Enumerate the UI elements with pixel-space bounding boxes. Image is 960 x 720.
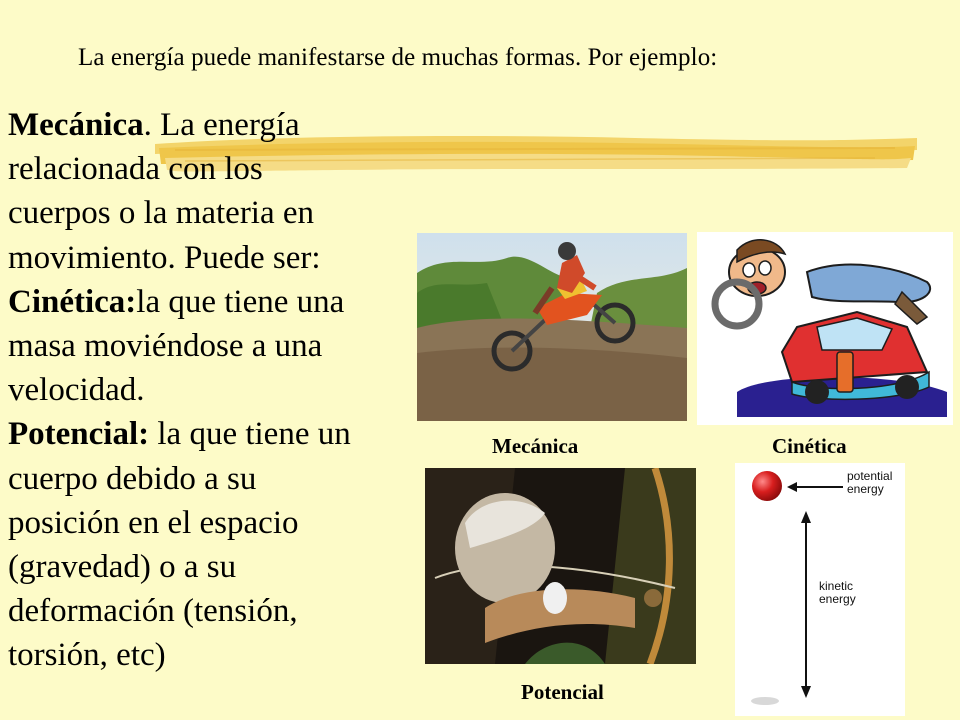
caption-potencial: Potencial	[521, 680, 604, 704]
body-line-5: Cinética:la que tiene una	[8, 283, 345, 320]
body-line-12: deformación (tensión,	[8, 593, 298, 630]
potential-label: potential	[847, 469, 893, 483]
body-line-7: velocidad.	[8, 372, 145, 409]
body-line-6: masa moviéndose a una	[8, 328, 323, 365]
caption-mecanica: Mecánica	[492, 434, 579, 458]
term-cinetica: Cinética:	[8, 283, 137, 320]
body-line-1: Mecánica. La energía	[8, 107, 300, 143]
body-line-3: cuerpos o la materia en	[8, 195, 315, 232]
body-line-2: relacionada con los	[8, 151, 263, 188]
body-line-9: cuerpo debido a su	[8, 460, 257, 497]
body-line-4: movimiento. Puede ser:	[8, 239, 321, 276]
body-text	[8, 103, 408, 678]
potential-label-2: energy	[847, 482, 884, 496]
term-potencial: Potencial:	[8, 416, 150, 453]
ball-icon	[752, 471, 782, 501]
intro-text: La energía puede manifestarse de muchas formas. Por ejemplo:	[78, 44, 718, 71]
body-line-8: Potencial: la que tiene un	[8, 416, 351, 453]
cartoon-crash-image	[697, 232, 953, 425]
body-line-11: (gravedad) o a su	[8, 549, 237, 586]
body-line-10: posición en el espacio	[8, 504, 299, 541]
motocross-photo	[417, 233, 687, 421]
caption-cinetica: Cinética	[772, 434, 847, 458]
body-line-13: torsión, etc)	[8, 637, 166, 674]
term-mecanica: Mecánica	[8, 107, 144, 143]
kinetic-label: kinetic	[819, 579, 854, 593]
kinetic-label-2: energy	[819, 592, 856, 606]
archer-photo	[425, 468, 696, 664]
energy-diagram	[735, 463, 905, 716]
